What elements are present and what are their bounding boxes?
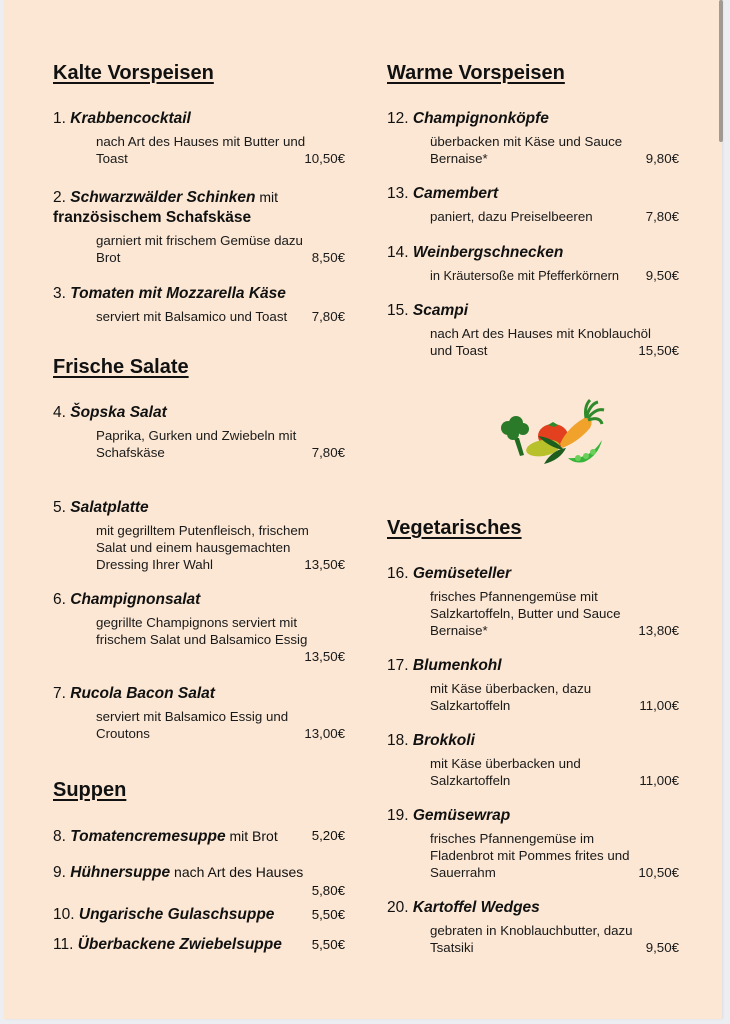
item-price: 13,00€ bbox=[304, 726, 345, 741]
item-name: Gemüsewrap bbox=[412, 807, 511, 824]
item-price: 9,80€ bbox=[645, 151, 679, 166]
item-name: Salatplatte bbox=[70, 499, 149, 516]
item-name: Šopska Salat bbox=[70, 404, 167, 421]
item-price: 9,50€ bbox=[645, 268, 679, 283]
menu-item-2: 2. Schwarzwälder Schinken mit französischem Schafskäse garniert mit frischem Gemüse dazu Brot 8,50€ bbox=[53, 189, 345, 265]
section-suppen bbox=[53, 779, 353, 802]
item-price: 7,80€ bbox=[311, 309, 345, 324]
menu-item-4: 4. Šopska Salat Paprika, Gurken und Zwiebeln mit Schafskäse 7,80€ bbox=[53, 404, 345, 460]
menu-item-18: 18. Brokkoli mit Käse überbacken und Salzkartoffeln 11,00€ bbox=[387, 732, 679, 788]
menu-item-8: 8. Tomatencremesuppe mit Brot 5,20€ bbox=[53, 828, 345, 845]
item-price: 5,50€ bbox=[311, 937, 345, 952]
item-price: 13,50€ bbox=[304, 557, 345, 572]
item-name: Schwarzwälder Schinken bbox=[70, 189, 256, 206]
menu-item-11: 11. Überbackene Zwiebelsuppe 5,50€ bbox=[53, 936, 345, 953]
section-warme-vorspeisen bbox=[387, 62, 687, 85]
item-name: Blumenkohl bbox=[412, 657, 502, 674]
item-name: Rucola Bacon Salat bbox=[70, 685, 215, 702]
section-heading: Vegetarisches bbox=[387, 517, 522, 539]
menu-item-6: 6. Champignonsalat gegrillte Champignons serviert mit frischem Salat und Balsamico Essig 13,50€ bbox=[53, 591, 345, 664]
item-name: Champignonsalat bbox=[70, 591, 201, 608]
item-price: 11,00€ bbox=[639, 773, 679, 788]
item-name: Hühnersuppe bbox=[70, 864, 171, 881]
item-name: Krabbencocktail bbox=[70, 110, 191, 127]
item-name: Brokkoli bbox=[412, 732, 475, 749]
item-price: 7,80€ bbox=[311, 445, 345, 460]
item-price: 8,50€ bbox=[311, 250, 345, 265]
menu-item-13: 13. Camembert paniert, dazu Preiselbeeren 7,80€ bbox=[387, 185, 679, 224]
item-name: Gemüseteller bbox=[412, 565, 512, 582]
item-price: 7,80€ bbox=[645, 209, 679, 224]
scrollbar-thumb[interactable] bbox=[719, 0, 723, 142]
section-kalte-vorspeisen bbox=[53, 62, 353, 85]
section-heading: Frische Salate bbox=[53, 356, 189, 378]
section-vegetarisches bbox=[387, 517, 687, 540]
item-price: 15,50€ bbox=[638, 343, 679, 358]
item-name: Tomaten mit Mozzarella Käse bbox=[70, 285, 286, 302]
section-heading: Warme Vorspeisen bbox=[387, 62, 565, 84]
item-price: 11,00€ bbox=[639, 698, 679, 713]
menu-item-5: 5. Salatplatte mit gegrilltem Putenfleisch, frischem Salat und einem hausgemachten Dressing Ihrer Wahl 13,50€ bbox=[53, 499, 345, 572]
menu-item-3: 3. Tomaten mit Mozzarella Käse serviert mit Balsamico und Toast 7,80€ bbox=[53, 285, 345, 324]
item-name: Überbackene Zwiebelsuppe bbox=[77, 936, 282, 953]
section-frische-salate bbox=[53, 356, 353, 379]
item-price: 5,80€ bbox=[311, 883, 345, 898]
menu-item-12: 12. Champignonköpfe überbacken mit Käse und Sauce Bernaise* 9,80€ bbox=[387, 110, 679, 166]
menu-item-10: 10. Ungarische Gulaschsuppe 5,50€ bbox=[53, 906, 345, 923]
item-price: 13,80€ bbox=[638, 623, 679, 638]
menu-item-16: 16. Gemüseteller frisches Pfannengemüse mit Salzkartoffeln, Butter und Sauce Bernaise* 13,80€ bbox=[387, 565, 679, 638]
item-name: Scampi bbox=[412, 302, 469, 319]
item-price: 9,50€ bbox=[645, 940, 679, 955]
item-name: Tomatencremesuppe bbox=[70, 828, 226, 845]
menu-page bbox=[4, 0, 722, 1019]
item-name: Ungarische Gulaschsuppe bbox=[78, 906, 275, 923]
menu-item-17: 17. Blumenkohl mit Käse überbacken, dazu Salzkartoffeln 11,00€ bbox=[387, 657, 679, 713]
item-price: 13,50€ bbox=[304, 649, 345, 664]
menu-item-14: 14. Weinbergschnecken in Kräutersoße mit Pfefferkörnern 9,50€ bbox=[387, 244, 679, 283]
item-name: Weinbergschnecken bbox=[412, 244, 564, 261]
section-heading: Kalte Vorspeisen bbox=[53, 62, 214, 84]
item-name: Champignonköpfe bbox=[412, 110, 549, 127]
item-name: Kartoffel Wedges bbox=[412, 899, 540, 916]
section-heading: Suppen bbox=[53, 779, 127, 801]
item-price: 10,50€ bbox=[304, 151, 345, 166]
vegetables-illustration-icon bbox=[498, 398, 610, 468]
menu-item-15: 15. Scampi nach Art des Hauses mit Knoblauchöl und Toast 15,50€ bbox=[387, 302, 679, 358]
menu-item-19: 19. Gemüsewrap frisches Pfannengemüse im Fladenbrot mit Pommes frites und Sauerrahm 10,50€ bbox=[387, 807, 679, 880]
item-price: 5,50€ bbox=[311, 907, 345, 922]
menu-item-20: 20. Kartoffel Wedges gebraten in Knoblauchbutter, dazu Tsatsiki 9,50€ bbox=[387, 899, 679, 955]
item-name: Camembert bbox=[412, 185, 499, 202]
menu-item-1: 1. Krabbencocktail nach Art des Hauses mit Butter und Toast 10,50€ bbox=[53, 110, 345, 166]
menu-item-7: 7. Rucola Bacon Salat serviert mit Balsamico Essig und Croutons 13,00€ bbox=[53, 685, 345, 741]
item-price: 5,20€ bbox=[311, 828, 345, 843]
menu-item-9: 9. Hühnersuppe nach Art des Hauses 5,80€ bbox=[53, 864, 345, 898]
item-price: 10,50€ bbox=[638, 865, 679, 880]
